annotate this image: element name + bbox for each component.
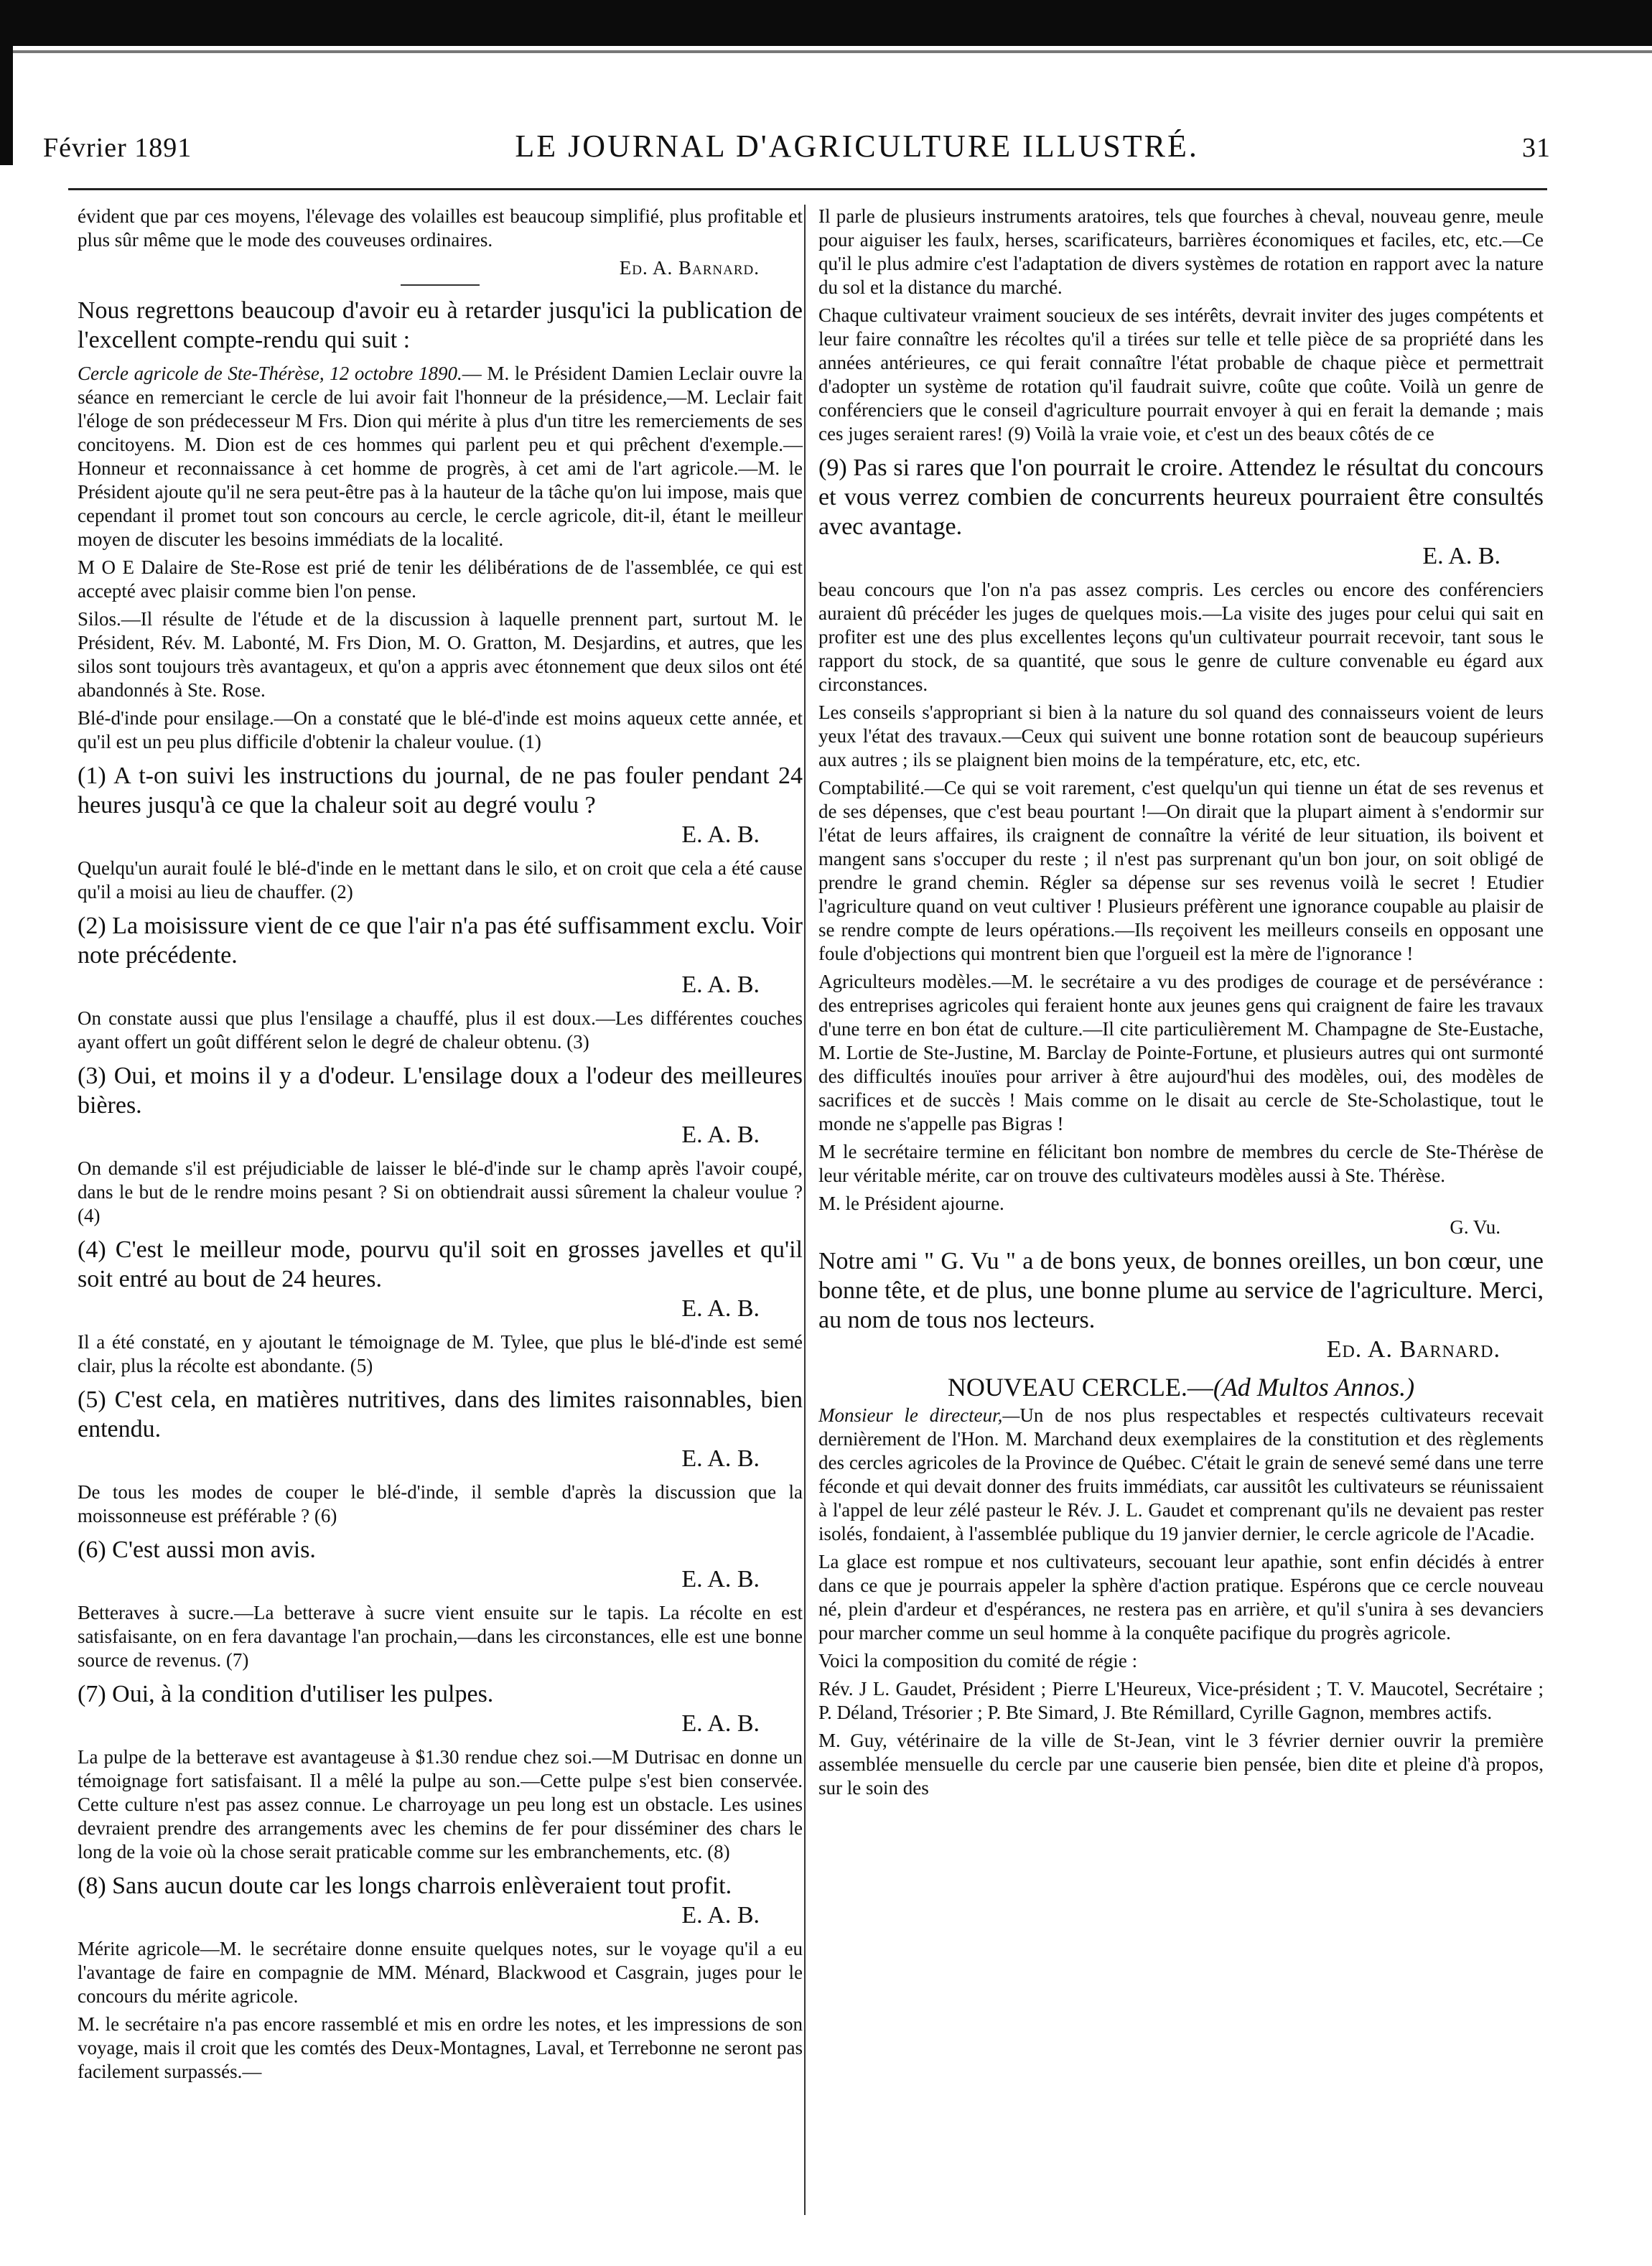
paragraph: Monsieur le directeur,—Un de nos plus respectables et respectés cultivateurs recevait dernièrement de l'Hon. M. Marchand deux exemplaires de la constitution et des règlements des cercles agricoles de la Province de Québec. C'était le grain de senevé semé dans une terre féconde et qui devait donner des fruits immédiats, car aussitôt les cultivateurs se réunissaient à l'appel de leur zélé pasteur le Rév. J. L. Gaudet et comprenant qu'ils ne devaient pas rester isolés, fondaient, à l'assemblée publique du 19 janvier dernier, le cercle agricole de l'Acadie. (818, 1404, 1544, 1544)
top-border-bar (0, 0, 1652, 46)
editor-note: (3) Oui, et moins il y a d'odeur. L'ensilage doux a l'odeur des meilleures bières. E. A. B. (78, 1063, 803, 1148)
paragraph: Betteraves à sucre.—La betterave à sucre vient ensuite sur le tapis. La récolte en est satisfaisante, on en fera davantage l'an prochain,—dans les circonstances, elle est une bonne source de revenus. (7) (78, 1602, 803, 1671)
page-number: 31 (1522, 133, 1551, 163)
paragraph: M. le secrétaire n'a pas encore rassemblé et mis en ordre les notes, et les impressions de son voyage, mais il croit que les comtés des Deux-Montagnes, Laval, et Terrebonne ne seront pas facilement surpassés.— (78, 2013, 803, 2082)
paragraph: Il parle de plusieurs instruments aratoires, tels que fourches à cheval, nouveau genre, meule pour aiguiser les faulx, herses, scarificateurs, barrières économiques et faciles, etc, etc.—Ce qu'il le plus admire c'est l'adaptation de divers systèmes de rotation en rapport avec la nature du sol et la distance du marché. (818, 205, 1544, 298)
section-divider (401, 284, 480, 286)
paragraph: De tous les modes de couper le blé-d'inde, il semble d'après la discussion que la moissonneuse est préférable ? (6) (78, 1481, 803, 1526)
intro-paragraph: Nous regrettons beaucoup d'avoir eu à retarder jusqu'ici la publication de l'excellent compte-rendu qui suit : (78, 297, 803, 353)
paragraph: Voici la composition du comité de régie : (818, 1650, 1138, 1671)
header-date: Février 1891 (43, 133, 192, 163)
paragraph: Silos.—Il résulte de l'étude et de la discussion à laquelle prennent part, surtout M. le Président, Rév. M. Labonté, M. Frs Dion, M. O. Gratton, M. Desjardins, et autres, que les silos sont toujours très avantageux, et qu'on a appris avec étonnement que deux silos ont été abandonnés à Ste. Rose. (78, 608, 803, 701)
editor-note: (9) Pas si rares que l'on pourrait le croire. Attendez le résultat du concours et vous verrez combien de concurrents heureux pourraient être consultés avec avantage. E. A. B. (818, 454, 1544, 569)
editor-note: (2) La moisissure vient de ce que l'air n'a pas été suffisamment exclu. Voir note précédente. E. A. B. (78, 913, 803, 998)
right-column (818, 205, 1544, 1804)
paragraph: M le secrétaire termine en félicitant bon nombre de membres du cercle de Ste-Thérèse de leur véritable mérite, car on trouve des cultivateurs modèles aussi à Ste. Thérèse. (818, 1141, 1544, 1186)
paragraph: beau concours que l'on n'a pas assez compris. Les cercles ou encore des conférenciers auraient dû précéder les juges de quelques mois.—La visite des juges pour celui qui sait en profiter est une des plus excellentes leçons qu'un cultivateur pourrait recevoir, tant sous le rapport du stock, de sa quantité, que sous le genre de culture convenable eu égard aux circonstances. (818, 579, 1544, 695)
paragraph: On demande s'il est préjudiciable de laisser le blé-d'inde sur le champ après l'avoir coupé, dans le but de le rendre moins pesant ? Si on obtiendrait aussi sûrement la chaleur voulue ? (4) (78, 1157, 803, 1226)
report-lead: Cercle agricole de Ste-Thérèse, 12 octobre 1890. (78, 363, 462, 384)
paragraph: Rév. J L. Gaudet, Président ; Pierre L'Heureux, Vice-président ; T. V. Maucotel, Secrétaire ; P. Déland, Trésorier ; P. Bte Simard, J. Bte Rémillard, Cyrille Gagnon, membres actifs. (818, 1678, 1544, 1723)
left-column (78, 205, 803, 2088)
page-header (43, 128, 1551, 171)
editor-note: (5) C'est cela, en matières nutritives, dans des limites raisonnables, bien entendu. E. A. B. (78, 1386, 803, 1472)
paragraph: M. le Président ajourne. G. Vu. (818, 1193, 1501, 1238)
header-rule (68, 188, 1547, 190)
paragraph: Quelqu'un aurait foulé le blé-d'inde en le mettant dans le silo, et on croit que cela a été cause qu'il a moisi au lieu de chauffer. (2) (78, 857, 803, 903)
paragraph: La glace est rompue et nos cultivateurs, secouant leur apathie, sont enfin décidés à entrer dans ce que je pourrais appeler la sphère d'action pratique. Espérons que ce cercle nouveau né, plein d'ardeur et d'espérances, ne restera pas en arrière, et qu'il s'unira à ses devanciers pour marcher comme un seul homme à la conquête pacifique du progrès agricole. (818, 1551, 1544, 1643)
column-divider (804, 205, 806, 2215)
editor-note: (8) Sans aucun doute car les longs charrois enlèveraient tout profit. E. A. B. (78, 1873, 760, 1929)
paragraph: Mérite agricole—M. le secrétaire donne ensuite quelques notes, sur le voyage qu'il a eu l'avantage de faire en compagnie de MM. Ménard, Blackwood et Casgrain, juges pour le concours du mérite agricole. (78, 1938, 803, 2007)
paragraph: évident que par ces moyens, l'élevage des volailles est beaucoup simplifié, plus profitable et plus sûr même que le mode des couveuses ordinaires. (78, 205, 803, 251)
paragraph: On constate aussi que plus l'ensilage a chauffé, plus il est doux.—Les différentes couches ayant offert un goût différent selon le degré de chaleur obtenu. (3) (78, 1007, 803, 1053)
editor-note: (6) C'est aussi mon avis. E. A. B. (78, 1537, 760, 1593)
paragraph: M O E Dalaire de Ste-Rose est prié de tenir les délibérations de de l'assemblée, ce qui est accepté avec plaisir comme bien l'on pense. (78, 556, 803, 602)
paragraph: Comptabilité.—Ce qui se voit rarement, c'est quelqu'un qui tienne un état de ses revenus et de ses dépenses, que c'est beau pourtant !—On dirait que la plupart aiment à s'endormir sur l'état de leurs affaires, ils craignent de connaître la vérité de leur situation, ils boivent et mangent sans s'occuper du reste ; il n'est pas surprenant qu'un bon jour, on soit obligé de prendre le grand chemin. Régler sa dépense sur ses revenus voilà le secret ! Etudier l'agriculture quand on veut cultiver ! Plusieurs préfèrent une ignorance coupable au plaisir de se rendre compte de leurs opérations.—Ils reçoivent les meilleurs conseils en opposant une foule d'objections qui montrent bien que l'orgueil est la mère de l'ignorance ! (818, 777, 1544, 964)
editor-note: (7) Oui, à la condition d'utiliser les pulpes. E. A. B. (78, 1681, 760, 1737)
paragraph: La pulpe de la betterave est avantageuse à $1.30 rendue chez soi.—M Dutrisac en donne un témoignage fort satisfaisant. Il a mêlé la pulpe au son.—Cette pulpe s'est bien conservée. Cette culture n'est pas assez connue. Le charroyage un peu long est un obstacle. Les usines devraient prendre des arrangements avec les chemins de fer pour disséminer des chars le long de la voie où la chose serait praticable comme sur les embranchements, etc. (8) (78, 1746, 803, 1862)
editor-note: (1) A t-on suivi les instructions du journal, de ne pas fouler pendant 24 heures jusqu'à ce que la chaleur soit au degré voulu ? E. A. B. (78, 763, 803, 848)
section-heading: NOUVEAU CERCLE.—(Ad Multos Annos.) (947, 1373, 1415, 1402)
paragraph: Les conseils s'appropriant si bien à la nature du sol quand des connaisseurs voient de leurs yeux l'état des travaux.—Ceux qui suivent une bonne rotation sont de beaucoup supérieurs aux autres ; ils se plaignent bien moins de la température, etc, etc, etc. (818, 701, 1544, 770)
paragraph: Chaque cultivateur vraiment soucieux de ses intérêts, devrait inviter des juges compétents et leur faire connaître les récoltes qu'il a tirées sur telle et telle pièce de sa propriété dans les années antérieures, ce qui ferait connaître l'état probable de chaque pièce et permettrait d'adopter un système de rotation qu'il faudrait suivre, coûte que coûte. Voilà un genre de conférenciers que le conseil d'agriculture pourrait envoyer à qui en ferait la demande ; mais ces juges seraient rares! (9) Voilà la vraie voie, et c'est un des beaux côtés de ce (818, 304, 1544, 444)
paragraph (78, 362, 803, 551)
top-thin-rule (0, 50, 1652, 53)
paragraph: Agriculteurs modèles.—M. le secrétaire a vu des prodiges de courage et de persévérance : des entreprises agricoles qui feraient honte aux jeunes gens qui craignent de faire les travaux d'une terre en bon état de culture.—Il cite particulièrement M. Champagne de Ste-Eustache, M. Lortie de Ste-Justine, M. Barclay de Pointe-Fortune, et plusieurs autres qui ont surmonté des difficultés inouïes pour arriver à être aujourd'hui des modèles, oui, des modèles de sacrifices et de succès ! Mais comme on le disait au cercle de Ste-Scholastique, tout le monde ne s'appelle pas Bigras ! (818, 971, 1544, 1134)
editor-note: Notre ami " G. Vu " a de bons yeux, de bonnes oreilles, un bon cœur, une bonne tête, et de plus, une bonne plume au service de l'agriculture. Merci, au nom de tous nos lecteurs. Ed. A. Barnard. (818, 1248, 1544, 1363)
signature: Ed. A. Barnard. (619, 257, 760, 279)
paragraph: Il a été constaté, en y ajoutant le témoignage de M. Tylee, que plus le blé-d'inde est semé clair, plus la récolte est abondante. (5) (78, 1331, 803, 1376)
report-text: — M. le Président Damien Leclair ouvre la séance en remerciant le cercle de lui avoir fait l'honneur de la présidence,—M. Leclair fait l'éloge de son prédecesseur M Frs. Dion qui mérite à plus d'un titre les remerciements de ses concitoyens. M. Dion est de ces hommes qui parlent peu et qui prêchent d'exemple.—Honneur et reconnaissance à cet homme de progrès, à cet ami de l'art agricole.—M. le Président ajoute qu'il ne sera peut-être pas à la hauteur de la tâche qu'on lui impose, mais que cependant il promet tout son concours au cercle, le cercle agricole, dit-il, étant le meilleur moyen de discuter les besoins immédiats de la localité. (78, 363, 803, 550)
paragraph: M. Guy, vétérinaire de la ville de St-Jean, vint le 3 février dernier ouvrir la première assemblée mensuelle du cercle par une causerie bien pensée, bien dite et pleine d'à propos, sur le soin des (818, 1730, 1544, 1799)
editor-note: (4) C'est le meilleur mode, pourvu qu'il soit en grosses javelles et qu'il soit entré au bout de 24 heures. E. A. B. (78, 1236, 803, 1322)
left-border-bar (0, 0, 13, 165)
paragraph: Blé-d'inde pour ensilage.—On a constaté que le blé-d'inde est moins aqueux cette année, et qu'il est un peu plus difficile d'obtenir la chaleur voulue. (1) (78, 707, 803, 752)
journal-title: LE JOURNAL D'AGRICULTURE ILLUSTRÉ. (515, 129, 1199, 164)
